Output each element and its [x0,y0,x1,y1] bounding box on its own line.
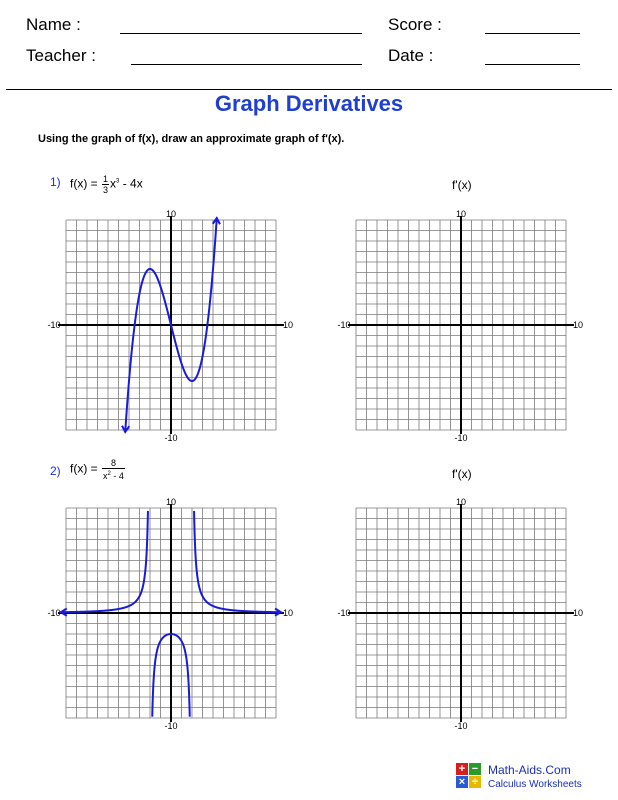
tick-ymax: 10 [165,209,177,219]
problem-2-number: 2) [50,464,61,478]
problem-1-fx-x: x [110,176,117,191]
problem-1-frac-num: 1 [103,174,109,184]
problem-1-fx-exp: 3 [116,178,120,185]
problem-1-number: 1) [50,175,61,189]
tick-ymin: -10 [164,721,178,731]
tick-xmin: -10 [47,320,61,330]
problem-2-fx-prefix: f(x) = [70,461,98,476]
minus-icon: − [469,763,481,775]
score-label: Score : [388,15,442,34]
fx-branch-left [62,511,148,612]
date-label: Date : [388,46,434,65]
times-icon: × [456,776,468,788]
problem-2-den-x: x [103,471,108,481]
problem-1-fx-prefix: f(x) = [70,176,98,191]
problem-1-fx-suffix: - 4x [122,176,143,191]
problem-2-den-rest: - 4 [113,471,124,481]
graph-1-fprime [337,209,583,443]
tick-xmax: 10 [282,608,294,618]
page-title: Graph Derivatives [214,91,404,116]
tick-ymin: -10 [164,433,178,443]
tick-ymax: 10 [165,497,177,507]
tick-ymax: 10 [455,209,467,219]
graph-1-fx [47,209,293,443]
problem-1-frac-den: 3 [103,185,109,195]
logo-site: Math-Aids.Com [488,763,571,777]
problem-2-fprime-label: f'(x) [452,467,472,481]
tick-xmax: 10 [572,320,584,330]
tick-ymin: -10 [454,433,468,443]
problem-1-fprime-label: f'(x) [452,178,472,192]
name-label: Name : [26,15,81,34]
graph-2-fx [47,497,293,731]
graph-2-fprime [337,497,583,731]
tick-xmin: -10 [337,608,351,618]
tick-xmax: 10 [572,608,584,618]
tick-xmin: -10 [47,608,61,618]
problem-2-den-exp: 2 [107,471,111,477]
tick-ymax: 10 [455,497,467,507]
tick-xmin: -10 [337,320,351,330]
instructions: Using the graph of f(x), draw an approximate graph of f'(x). [38,133,345,145]
teacher-label: Teacher : [26,46,96,65]
tick-ymin: -10 [454,721,468,731]
problem-2-frac-num: 8 [102,458,125,469]
fx-branch-right [194,511,280,612]
plus-icon: + [456,763,468,775]
divide-icon: ÷ [469,776,481,788]
tick-xmax: 10 [282,320,294,330]
logo-subtitle: Calculus Worksheets [488,779,582,790]
